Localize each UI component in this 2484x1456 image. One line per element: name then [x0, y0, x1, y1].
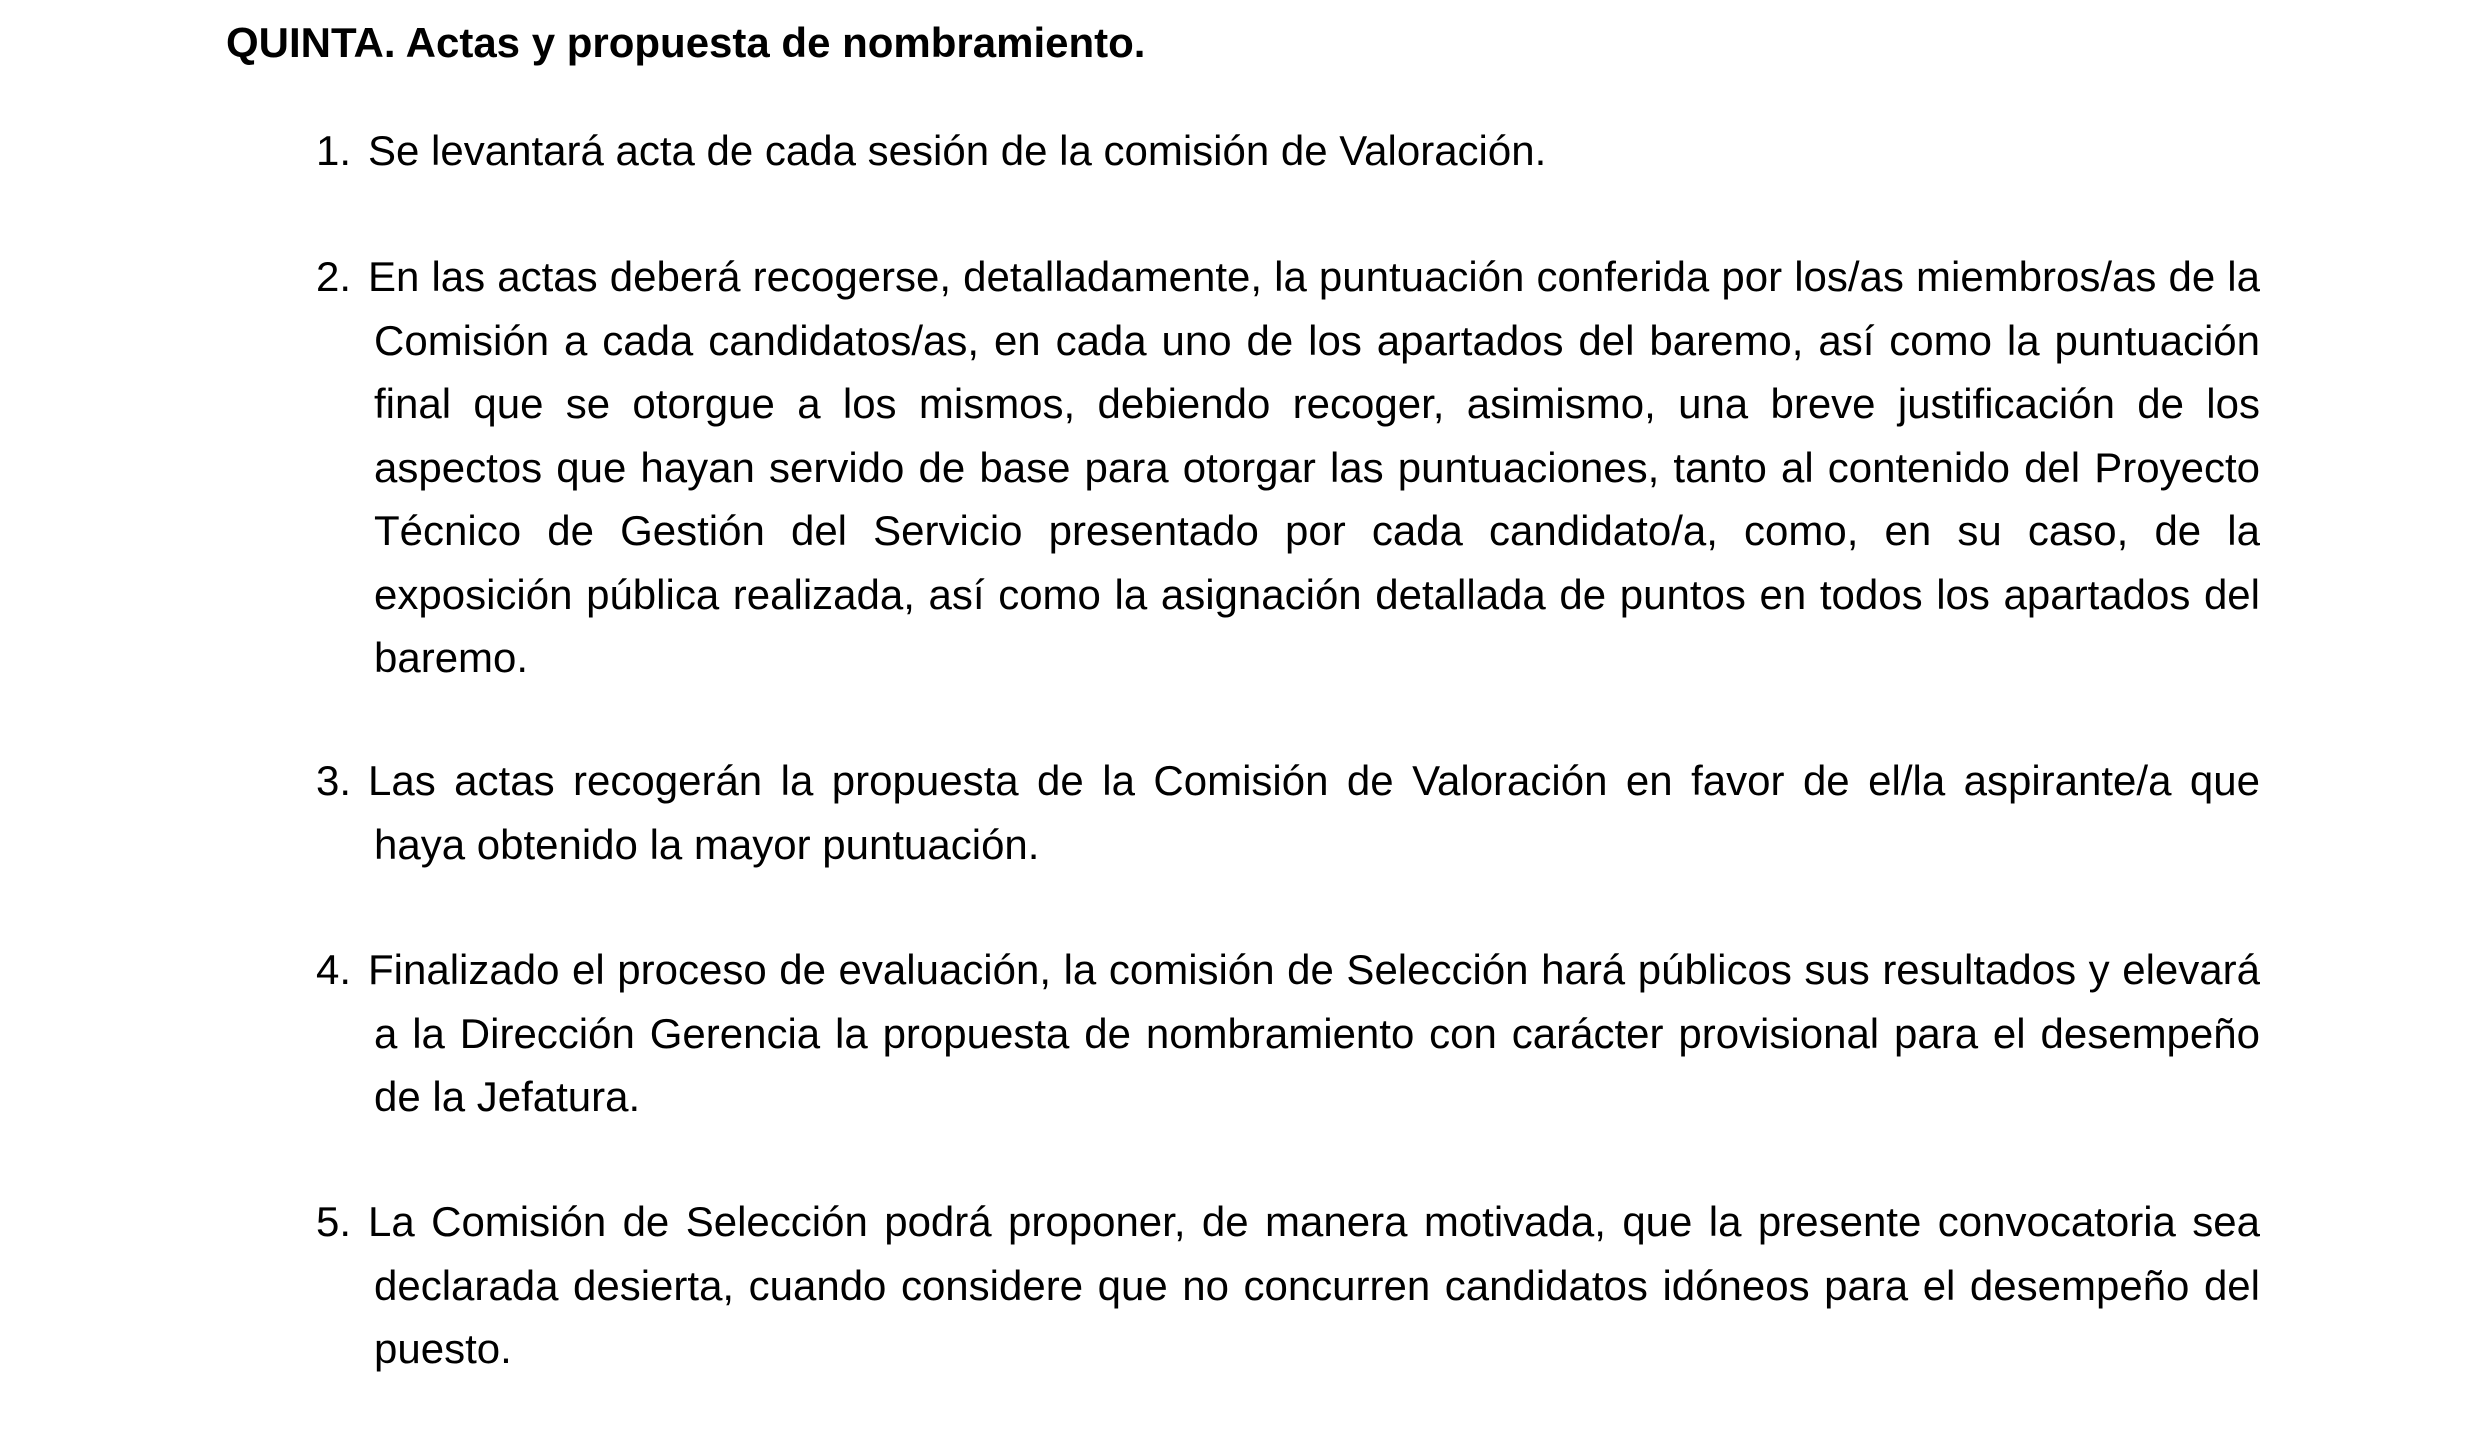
list-item-number: 3.: [316, 757, 352, 804]
list-item-number: 2.: [316, 253, 352, 300]
list-item: [316, 245, 2260, 690]
list-item-number: 4.: [316, 946, 352, 993]
list-item-text: En las actas deberá recogerse, detalladamente, la puntuación conferida por los/as miembros/as de la Comisión a cada candidatos/as, en cada uno de los apartados del baremo, así como la puntuación final que se otorgue a los mismos, debiendo recoger, asimismo, una breve justificación de los aspectos que hayan servido de base para otorgar las puntuaciones, tanto al contenido del Proyecto Técnico de Gestión del Servicio presentado por cada candidato/a, como, en su caso, de la exposición pública realizada, así como la asignación detallada de puntos en todos los apartados del baremo.: [368, 253, 2260, 681]
list-item-text: Se levantará acta de cada sesión de la comisión de Valoración.: [368, 127, 1547, 174]
section-heading: QUINTA. Actas y propuesta de nombramiento.: [226, 19, 1146, 66]
list-item-number: 5.: [316, 1198, 352, 1245]
list-item-text: La Comisión de Selección podrá proponer, de manera motivada, que la presente convocatoria sea declarada desierta, cuando considere que no concurren candidatos idóneos para el desempeño del puesto.: [368, 1198, 2260, 1372]
list-item: [316, 938, 2260, 1129]
list-item: [316, 1190, 2260, 1381]
list-item: [316, 119, 2260, 183]
list-item-text: Las actas recogerán la propuesta de la Comisión de Valoración en favor de el/la aspirante/a que haya obtenido la mayor puntuación.: [368, 757, 2260, 868]
list-item: [316, 749, 2260, 876]
list-item-number: 1.: [316, 127, 352, 174]
list-item-text: Finalizado el proceso de evaluación, la comisión de Selección hará públicos sus resultados y elevará a la Dirección Gerencia la propuesta de nombramiento con carácter provisional para el desempeño de la Jefatura.: [368, 946, 2260, 1120]
